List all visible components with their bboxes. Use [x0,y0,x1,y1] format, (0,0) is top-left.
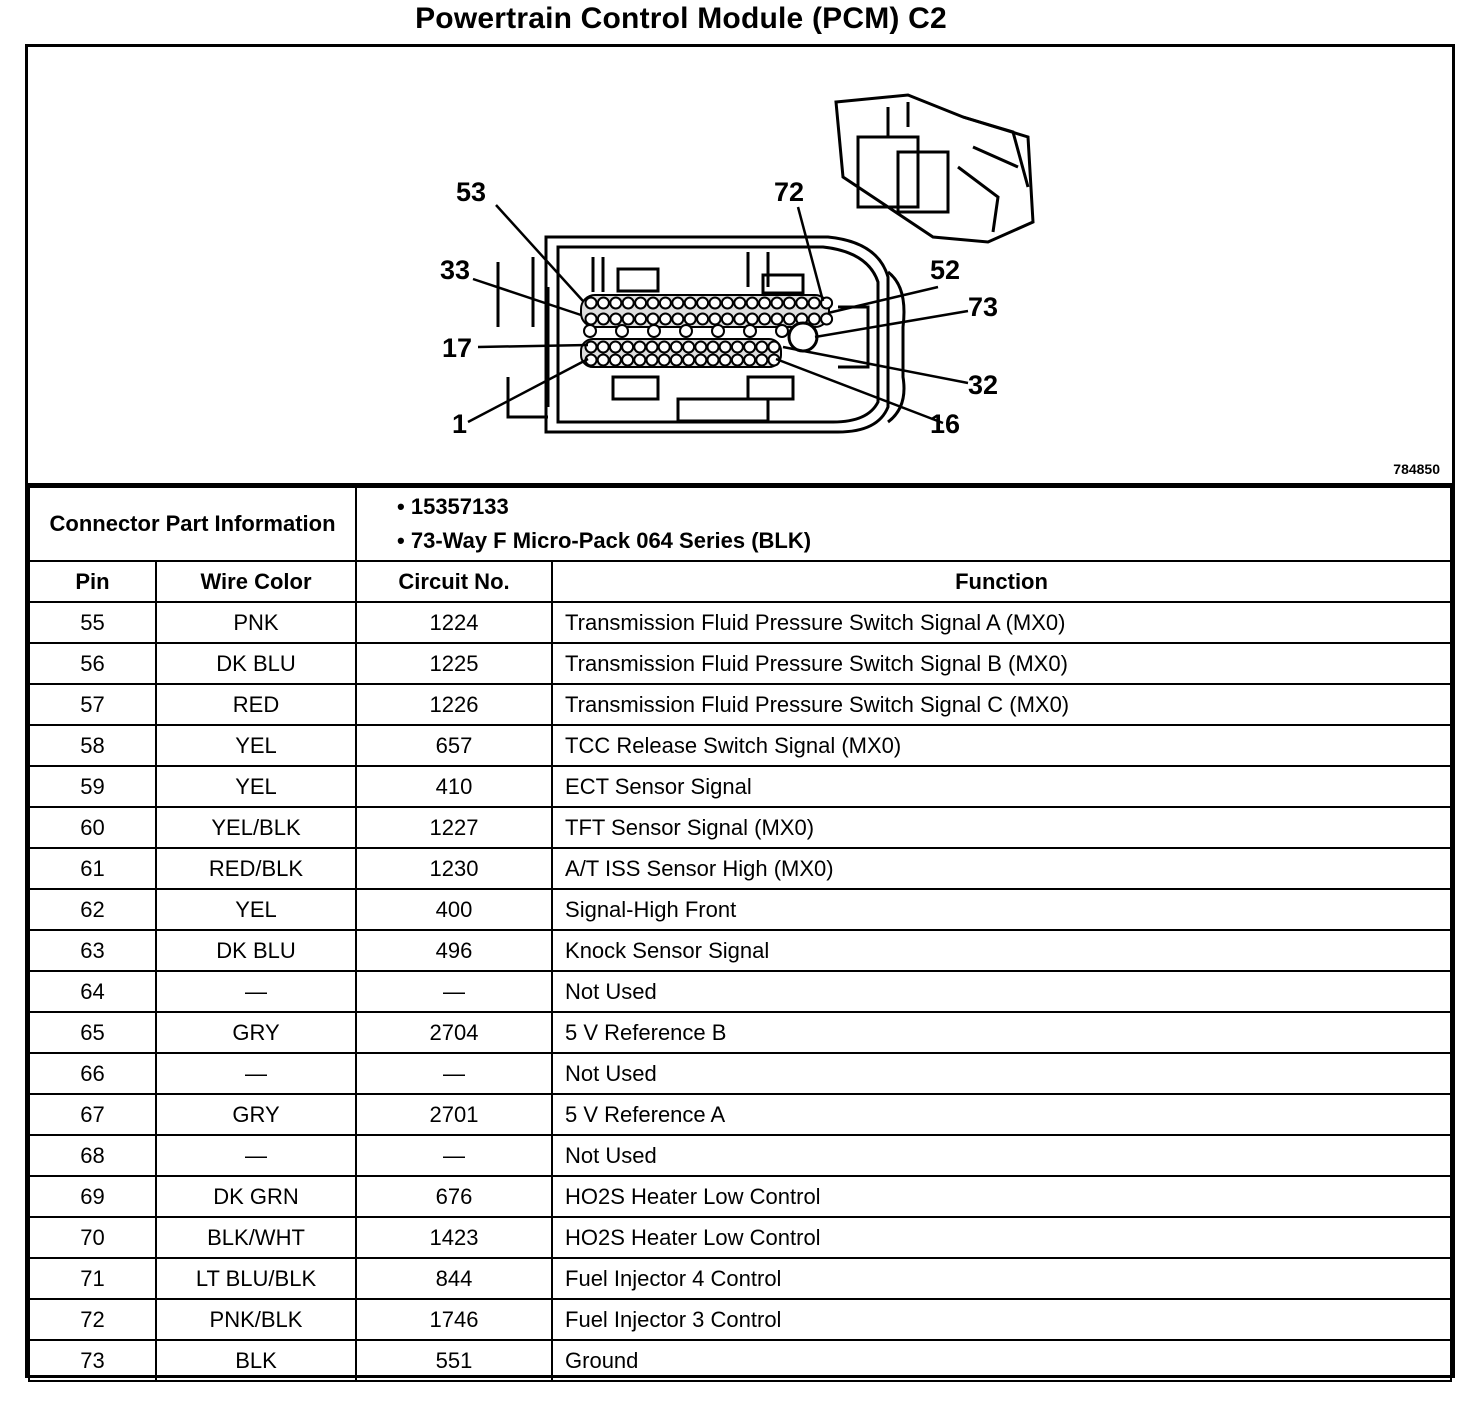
pin-socket [710,314,721,325]
pin-cell: 72 [29,1299,156,1340]
header-function: Function [552,561,1451,602]
function-cell: Signal-High Front [552,889,1451,930]
pin-socket [796,298,807,309]
connector-part-number: • 15357133 [397,494,509,519]
pin-socket [712,325,724,337]
connector-illustration [28,47,1452,483]
pin-socket [772,314,783,325]
table-row [29,889,1451,930]
pin-socket [647,342,658,353]
header-pin: Pin [29,561,156,602]
header-circuit: Circuit No. [356,561,552,602]
pin-socket [697,298,708,309]
pin-socket [744,342,755,353]
function-cell: Not Used [552,1135,1451,1176]
function-cell: Not Used [552,1053,1451,1094]
wire-color-cell: — [156,1135,356,1176]
function-cell: TCC Release Switch Signal (MX0) [552,725,1451,766]
function-cell: HO2S Heater Low Control [552,1217,1451,1258]
pin-socket [821,314,832,325]
circuit-cell: — [356,1053,552,1094]
pin-cell: 71 [29,1258,156,1299]
function-cell: Fuel Injector 3 Control [552,1299,1451,1340]
circuit-cell: 551 [356,1340,552,1381]
connector-info-row [29,487,1451,561]
pin-socket [784,314,795,325]
circuit-cell: 1746 [356,1299,552,1340]
circuit-cell: 1225 [356,643,552,684]
pin-socket [672,314,683,325]
table-row [29,1258,1451,1299]
pin-socket [734,298,745,309]
wire-color-cell: BLK [156,1340,356,1381]
pin-cell: 56 [29,643,156,684]
wire-color-cell: YEL/BLK [156,807,356,848]
pin-73-socket [789,323,817,351]
pin-socket [708,342,719,353]
wire-color-cell: — [156,971,356,1012]
pin-socket [756,342,767,353]
pin-socket [634,342,645,353]
callout-72: 72 [774,177,805,207]
wire-color-cell: DK GRN [156,1176,356,1217]
pin-socket [809,314,820,325]
wire-color-cell: GRY [156,1012,356,1053]
function-cell: Ground [552,1340,1451,1381]
circuit-cell: 1226 [356,684,552,725]
table-row [29,1176,1451,1217]
table-row [29,1340,1451,1381]
pin-socket [784,298,795,309]
pin-socket [756,355,767,366]
function-cell: A/T ISS Sensor High (MX0) [552,848,1451,889]
pin-socket [648,325,660,337]
circuit-cell: 2704 [356,1012,552,1053]
pin-socket [598,298,609,309]
callout-32: 32 [968,370,999,400]
figure-id: 784850 [1393,461,1440,477]
pin-socket [622,342,633,353]
table-row [29,1053,1451,1094]
pin-socket [634,355,645,366]
wire-color-cell: PNK [156,602,356,643]
pin-socket [660,314,671,325]
pin-socket [732,355,743,366]
wire-color-cell: DK BLU [156,930,356,971]
pin-socket [720,355,731,366]
pin-cell: 61 [29,848,156,889]
pin-socket [685,314,696,325]
pin-cell: 70 [29,1217,156,1258]
table-row [29,684,1451,725]
function-cell: 5 V Reference A [552,1094,1451,1135]
pin-cell: 58 [29,725,156,766]
pin-socket [744,325,756,337]
wire-color-cell: YEL [156,889,356,930]
pin-socket [720,342,731,353]
circuit-cell: 410 [356,766,552,807]
table-row [29,725,1451,766]
table-row [29,930,1451,971]
function-cell: Transmission Fluid Pressure Switch Signal B (MX0) [552,643,1451,684]
pin-cell: 67 [29,1094,156,1135]
pin-socket [708,355,719,366]
wire-color-cell: PNK/BLK [156,1299,356,1340]
pin-socket [635,298,646,309]
pin-cell: 60 [29,807,156,848]
wire-color-cell: — [156,1053,356,1094]
pin-socket [610,298,621,309]
pin-socket [598,314,609,325]
function-cell: Fuel Injector 4 Control [552,1258,1451,1299]
pin-cell: 63 [29,930,156,971]
pin-socket [586,314,597,325]
pin-socket [732,342,743,353]
pin-socket [622,355,633,366]
wire-color-cell: BLK/WHT [156,1217,356,1258]
pin-socket [623,298,634,309]
table-row [29,848,1451,889]
pin-socket [586,298,597,309]
callout-16: 16 [930,409,961,439]
circuit-cell: 1227 [356,807,552,848]
connector-info-list [356,487,1451,561]
wire-color-cell: RED/BLK [156,848,356,889]
function-cell: Knock Sensor Signal [552,930,1451,971]
pin-socket [697,314,708,325]
circuit-cell: 1224 [356,602,552,643]
pin-socket [734,314,745,325]
pin-socket [776,325,788,337]
connector-description: • 73-Way F Micro-Pack 064 Series (BLK) [397,528,812,553]
wire-color-cell: YEL [156,725,356,766]
pin-socket [747,298,758,309]
circuit-cell: 676 [356,1176,552,1217]
page-title: Powertrain Control Module (PCM) C2 [415,2,947,35]
circuit-cell: 400 [356,889,552,930]
pin-socket [659,355,670,366]
circuit-cell: 1230 [356,848,552,889]
pin-socket [772,298,783,309]
table-row [29,1135,1451,1176]
table-row [29,602,1451,643]
circuit-cell: 496 [356,930,552,971]
connector-inset-view [836,95,1033,242]
callout-17: 17 [442,333,473,363]
callout-73: 73 [968,292,999,322]
pin-socket [809,298,820,309]
circuit-cell: 2701 [356,1094,552,1135]
pin-socket [722,314,733,325]
function-cell: Not Used [552,971,1451,1012]
pin-cell: 55 [29,602,156,643]
pin-socket [680,325,692,337]
pin-socket [685,298,696,309]
pin-socket [759,298,770,309]
table-row [29,1012,1451,1053]
connector-body [498,237,904,432]
function-cell: Transmission Fluid Pressure Switch Signal C (MX0) [552,684,1451,725]
pin-cell: 69 [29,1176,156,1217]
wire-color-cell: GRY [156,1094,356,1135]
pin-socket [759,314,770,325]
circuit-cell: — [356,971,552,1012]
pin-socket [610,342,621,353]
callout-33: 33 [440,255,471,285]
callout-52: 52 [930,255,961,285]
pin-socket [744,355,755,366]
pin-socket [647,355,658,366]
pin-socket [598,342,609,353]
function-cell: 5 V Reference B [552,1012,1451,1053]
pin-cell: 66 [29,1053,156,1094]
pin-socket [769,342,780,353]
pin-socket [616,325,628,337]
pin-socket [648,314,659,325]
pin-socket [648,298,659,309]
pin-socket [610,314,621,325]
pin-cell: 73 [29,1340,156,1381]
pin-socket [659,342,670,353]
circuit-cell: — [356,1135,552,1176]
callout-1: 1 [452,409,468,439]
pin-cell: 62 [29,889,156,930]
wire-color-cell: LT BLU/BLK [156,1258,356,1299]
table-row [29,1094,1451,1135]
pin-socket [747,314,758,325]
table-header-row [29,561,1451,602]
circuit-cell: 657 [356,725,552,766]
pin-cell: 59 [29,766,156,807]
pin-socket [671,355,682,366]
pin-socket [660,298,671,309]
pinout-table [28,486,1452,1382]
pin-socket [672,298,683,309]
pin-cell: 65 [29,1012,156,1053]
circuit-cell: 1423 [356,1217,552,1258]
pin-socket [722,298,733,309]
pin-socket [635,314,646,325]
pin-cell: 68 [29,1135,156,1176]
table-row [29,766,1451,807]
table-row [29,1217,1451,1258]
pin-socket [671,342,682,353]
pin-socket [586,342,597,353]
function-cell: HO2S Heater Low Control [552,1176,1451,1217]
pin-socket [695,355,706,366]
function-cell: ECT Sensor Signal [552,766,1451,807]
pin-socket [584,325,596,337]
pin-cell: 64 [29,971,156,1012]
function-cell: Transmission Fluid Pressure Switch Signal A (MX0) [552,602,1451,643]
pin-socket [598,355,609,366]
header-wire-color: Wire Color [156,561,356,602]
callout-53: 53 [456,177,487,207]
connector-diagram [28,47,1452,486]
table-row [29,1299,1451,1340]
pin-socket [623,314,634,325]
circuit-cell: 844 [356,1258,552,1299]
pin-socket [695,342,706,353]
pin-socket [710,298,721,309]
pin-socket [683,342,694,353]
table-row [29,971,1451,1012]
function-cell: TFT Sensor Signal (MX0) [552,807,1451,848]
connector-sheet [25,44,1455,1378]
table-row [29,643,1451,684]
pin-cell: 57 [29,684,156,725]
table-row [29,807,1451,848]
wire-color-cell: DK BLU [156,643,356,684]
wire-color-cell: RED [156,684,356,725]
wire-color-cell: YEL [156,766,356,807]
pin-socket [683,355,694,366]
pin-socket [610,355,621,366]
connector-info-label: Connector Part Information [29,487,356,561]
